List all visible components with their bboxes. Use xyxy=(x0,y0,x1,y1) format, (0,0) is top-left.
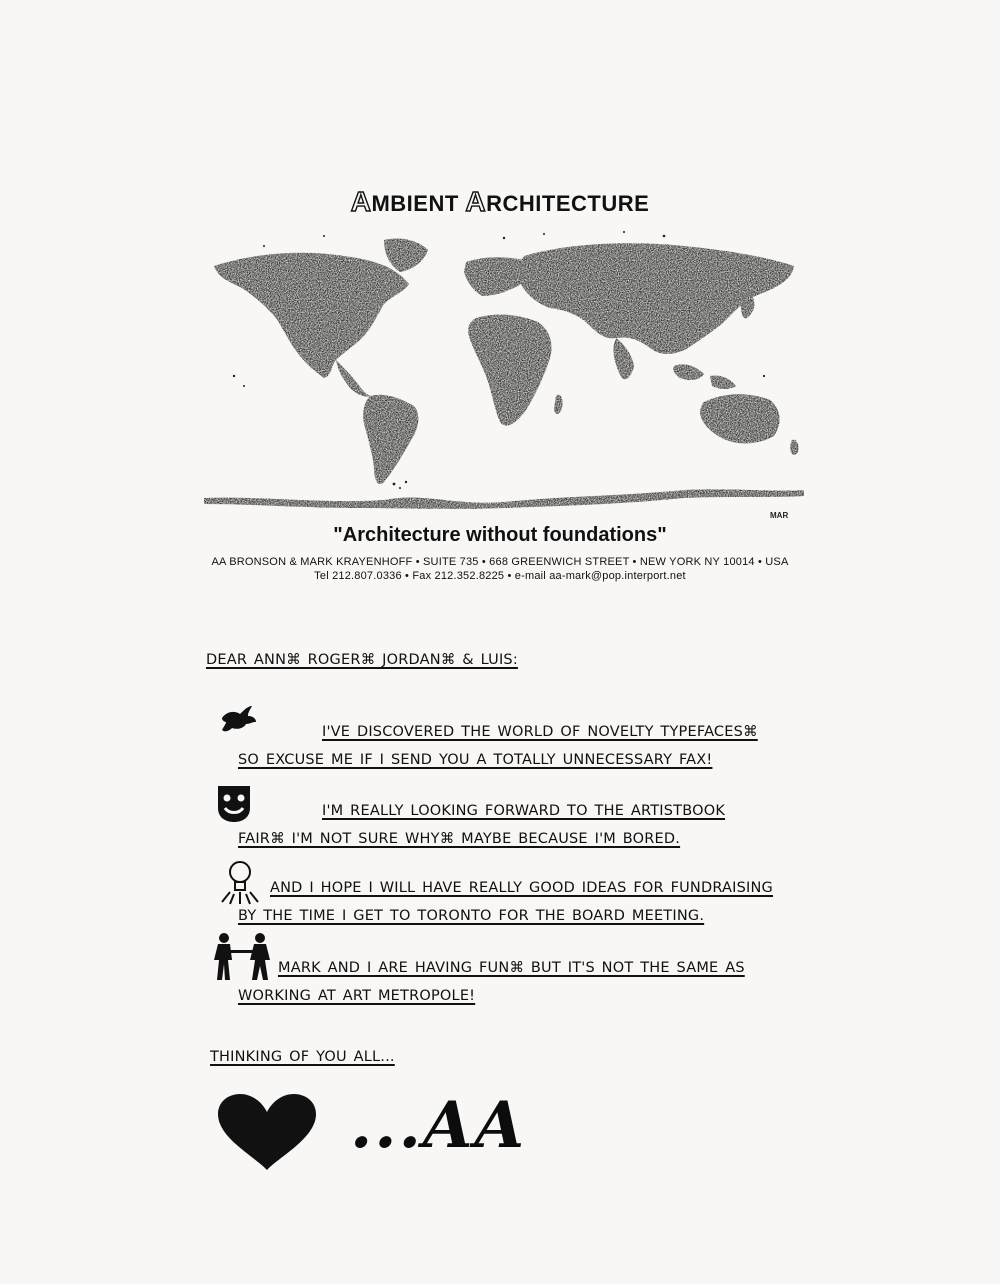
heart-icon xyxy=(214,1092,320,1177)
letterhead-title xyxy=(0,186,1000,218)
letterhead-contact: Tel 212.807.0336 • Fax 212.352.8225 • e-mail aa-mark@pop.interport.net xyxy=(314,570,686,582)
closing-line: THINKING OF YOU ALL... xyxy=(210,1049,395,1065)
paragraph-1-line-2: SO EXCUSE ME IF I SEND YOU A TOTALLY UNNECESSARY FAX! xyxy=(238,752,713,768)
signature: ...AA xyxy=(350,1088,527,1163)
map-credit: MAR xyxy=(770,511,789,520)
world-map xyxy=(204,226,804,526)
paragraph-2-line-1: I'M REALLY LOOKING FORWARD TO THE ARTISTBOOK xyxy=(322,803,726,819)
brand-word-1: MBIENT xyxy=(371,191,466,216)
brand-word-2: RCHITECTURE xyxy=(486,191,650,216)
world-map-graphic xyxy=(204,226,804,526)
paragraph-4-line-1: MARK AND I ARE HAVING FUN⌘ BUT IT'S NOT THE SAME AS xyxy=(278,960,745,976)
rabbit-icon xyxy=(220,704,258,739)
paragraph-2-line-2: FAIR⌘ I'M NOT SURE WHY⌘ MAYBE BECAUSE I'M BORED. xyxy=(238,831,681,847)
letterhead-tagline: "Architecture without foundations" xyxy=(333,524,667,546)
salutation: DEAR ANN⌘ ROGER⌘ JORDAN⌘ & LUIS: xyxy=(206,652,518,668)
letterhead-address: AA BRONSON & MARK KRAYENHOFF • SUITE 735 • 668 GREENWICH STREET • NEW YORK NY 10014 • USA xyxy=(211,556,789,568)
paragraph-4-line-2: WORKING AT ART METROPOLE! xyxy=(238,988,476,1004)
brand-initial-2: A xyxy=(465,186,487,217)
paragraph-1-line-1: I'VE DISCOVERED THE WORLD OF NOVELTY TYPEFACES⌘ xyxy=(322,724,758,740)
two-people-icon xyxy=(208,932,280,987)
smiley-icon xyxy=(216,784,252,829)
paragraph-3-line-2: BY THE TIME I GET TO TORONTO FOR THE BOARD MEETING. xyxy=(238,908,705,924)
paragraph-3-line-1: AND I HOPE I WILL HAVE REALLY GOOD IDEAS FOR FUNDRAISING xyxy=(270,880,773,896)
lightbulb-icon xyxy=(220,858,260,911)
brand-initial-1: A xyxy=(350,186,372,217)
